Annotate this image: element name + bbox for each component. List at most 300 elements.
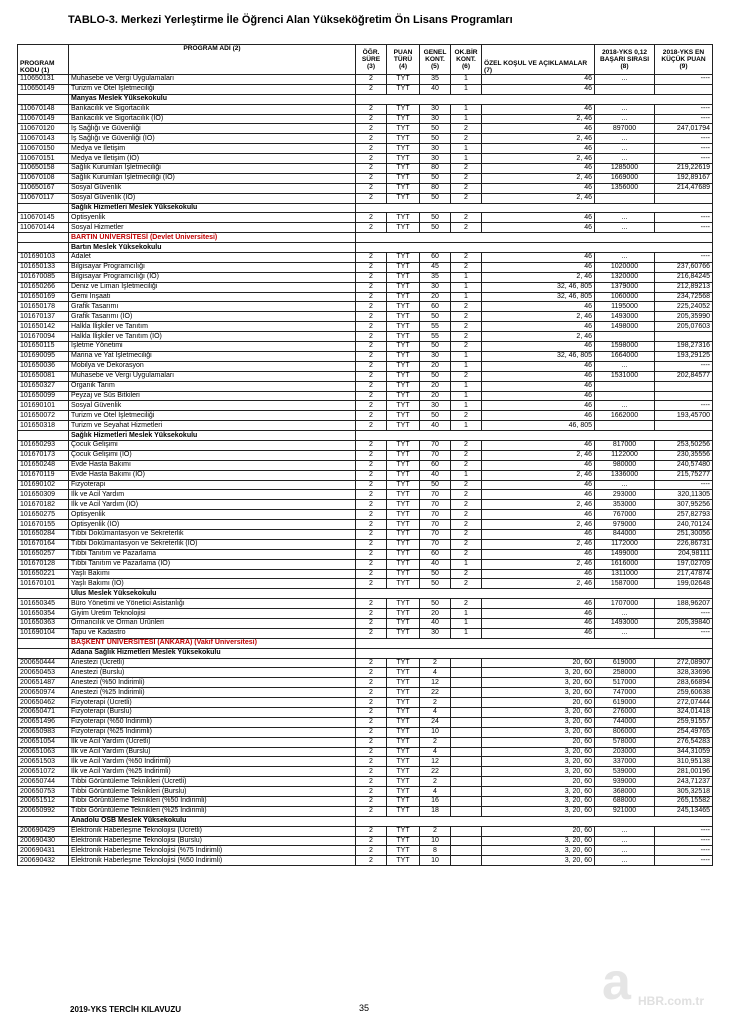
cell-notes: 46 [482, 104, 595, 114]
table-row [18, 173, 713, 183]
cell-program-name: Giyim Üretim Teknolojisi [69, 609, 356, 619]
cell-program-name: İlk ve Acil Yardım (%50 İndirimli) [69, 757, 356, 767]
cell-quota: 2 [420, 737, 451, 747]
cell-quota: 60 [420, 549, 451, 559]
cell-duration: 2 [356, 539, 387, 549]
cell-code [18, 94, 69, 104]
cell-rank: ... [595, 836, 655, 846]
cell-program-name: Sosyal Güvenlik (İÖ) [69, 193, 356, 203]
cell-score-type: TYT [387, 84, 420, 94]
table-row [18, 460, 713, 470]
cell-code: 101670094 [18, 332, 69, 342]
cell-extra-quota: 2 [451, 312, 482, 322]
section-filler [356, 203, 713, 213]
cell-duration: 2 [356, 559, 387, 569]
cell-quota: 45 [420, 262, 451, 272]
cell-quota: 50 [420, 371, 451, 381]
cell-duration: 2 [356, 490, 387, 500]
section-title: Manyas Meslek Yüksekokulu [69, 94, 356, 104]
cell-rank: 353000 [595, 500, 655, 510]
cell-code: 200651487 [18, 678, 69, 688]
cell-code: 101650309 [18, 490, 69, 500]
table-row [18, 708, 713, 718]
cell-quota: 2 [420, 777, 451, 787]
cell-notes: 3, 20, 60 [482, 727, 595, 737]
cell-program-name: İş Sağlığı ve Güvenliği [69, 124, 356, 134]
table-row [18, 332, 713, 342]
cell-program-name: Mobilya ve Dekorasyon [69, 361, 356, 371]
cell-rank: 844000 [595, 529, 655, 539]
cell-score-type: TYT [387, 797, 420, 807]
cell-program-name: Fizyoterapi (%50 İndirimli) [69, 717, 356, 727]
cell-min-score: 344,31059 [655, 747, 713, 757]
cell-notes: 20, 60 [482, 826, 595, 836]
cell-notes: 46 [482, 391, 595, 401]
cell-rank: 1587000 [595, 579, 655, 589]
cell-quota: 50 [420, 193, 451, 203]
cell-duration: 2 [356, 737, 387, 747]
cell-quota: 50 [420, 173, 451, 183]
section-filler [356, 94, 713, 104]
cell-min-score: 215,75277 [655, 470, 713, 480]
cell-extra-quota: 2 [451, 213, 482, 223]
cell-min-score: 205,07603 [655, 322, 713, 332]
table-row [18, 688, 713, 698]
cell-score-type: TYT [387, 559, 420, 569]
cell-rank: 688000 [595, 797, 655, 807]
cell-min-score: 193,29125 [655, 351, 713, 361]
cell-quota: 40 [420, 421, 451, 431]
cell-rank: 1498000 [595, 322, 655, 332]
cell-min-score: ---- [655, 154, 713, 164]
cell-score-type: TYT [387, 737, 420, 747]
cell-extra-quota: 2 [451, 440, 482, 450]
table-row [18, 797, 713, 807]
watermark-mark: a [602, 953, 631, 1011]
cell-min-score: 199,02648 [655, 579, 713, 589]
cell-min-score: 251,30056 [655, 529, 713, 539]
cell-quota: 30 [420, 154, 451, 164]
cell-score-type: TYT [387, 767, 420, 777]
cell-quota: 70 [420, 529, 451, 539]
cell-program-name: Büro Yönetimi ve Yönetici Asistanlığı [69, 599, 356, 609]
cell-notes: 46 [482, 628, 595, 638]
table-row [18, 856, 713, 866]
cell-rank: 1493000 [595, 312, 655, 322]
cell-quota: 20 [420, 391, 451, 401]
cell-duration: 2 [356, 520, 387, 530]
cell-program-name: Organik Tarım [69, 381, 356, 391]
cell-duration: 2 [356, 342, 387, 352]
cell-min-score: 216,84245 [655, 272, 713, 282]
cell-min-score: ---- [655, 253, 713, 263]
cell-program-name: Optisyenlik [69, 213, 356, 223]
cell-code [18, 233, 69, 243]
cell-program-name: İlk ve Acil Yardım (Burslu) [69, 747, 356, 757]
cell-min-score: 240,70124 [655, 520, 713, 530]
cell-duration: 2 [356, 826, 387, 836]
table-row [18, 223, 713, 233]
cell-rank: 747000 [595, 688, 655, 698]
cell-duration: 2 [356, 114, 387, 124]
cell-program-name: Yaşlı Bakımı (İÖ) [69, 579, 356, 589]
cell-score-type: TYT [387, 698, 420, 708]
cell-quota: 50 [420, 480, 451, 490]
cell-notes: 46 [482, 569, 595, 579]
table-row [18, 411, 713, 421]
cell-score-type: TYT [387, 282, 420, 292]
cell-extra-quota: 2 [451, 549, 482, 559]
section-title: Anadolu OSB Meslek Yüksekokulu [69, 816, 356, 826]
cell-code: 101650257 [18, 549, 69, 559]
cell-program-name: Elektronik Haberleşme Teknolojisi (%50 İndirimli) [69, 856, 356, 866]
cell-code: 101650248 [18, 460, 69, 470]
cell-score-type: TYT [387, 708, 420, 718]
cell-duration: 2 [356, 727, 387, 737]
cell-score-type: TYT [387, 747, 420, 757]
table-body [18, 75, 713, 866]
cell-extra-quota [451, 658, 482, 668]
cell-score-type: TYT [387, 787, 420, 797]
cell-program-name: Yaşlı Bakımı [69, 569, 356, 579]
cell-code: 200650992 [18, 806, 69, 816]
cell-program-name: Bankacılık ve Sigortacılık [69, 104, 356, 114]
cell-extra-quota: 1 [451, 104, 482, 114]
cell-score-type: TYT [387, 361, 420, 371]
cell-duration: 2 [356, 104, 387, 114]
cell-rank: ... [595, 213, 655, 223]
cell-program-name: Fizyoterapi (%25 İndirimli) [69, 727, 356, 737]
cell-duration: 2 [356, 806, 387, 816]
cell-duration: 2 [356, 678, 387, 688]
table-row [18, 262, 713, 272]
cell-duration: 2 [356, 164, 387, 174]
cell-extra-quota: 2 [451, 164, 482, 174]
cell-duration: 2 [356, 846, 387, 856]
cell-code: 101650363 [18, 618, 69, 628]
cell-extra-quota: 2 [451, 460, 482, 470]
cell-quota: 30 [420, 401, 451, 411]
cell-quota: 12 [420, 678, 451, 688]
cell-notes: 2, 46 [482, 332, 595, 342]
cell-duration: 2 [356, 302, 387, 312]
cell-code: 200650444 [18, 658, 69, 668]
cell-extra-quota: 2 [451, 302, 482, 312]
table-row [18, 440, 713, 450]
cell-rank: 619000 [595, 658, 655, 668]
section-row [18, 203, 713, 213]
cell-duration: 2 [356, 549, 387, 559]
table-row [18, 668, 713, 678]
cell-score-type: TYT [387, 549, 420, 559]
cell-program-name: Sağlık Kurumları İşletmeciliği [69, 164, 356, 174]
table-row [18, 549, 713, 559]
cell-extra-quota: 2 [451, 569, 482, 579]
table-row [18, 559, 713, 569]
cell-min-score: 254,49765 [655, 727, 713, 737]
cell-extra-quota: 2 [451, 134, 482, 144]
cell-rank: 1598000 [595, 342, 655, 352]
cell-rank: ... [595, 846, 655, 856]
section-title: BARTIN ÜNİVERSİTESİ (Devlet Üniversitesi) [69, 233, 356, 243]
cell-extra-quota: 2 [451, 579, 482, 589]
cell-rank: ... [595, 361, 655, 371]
cell-quota: 30 [420, 282, 451, 292]
cell-extra-quota: 1 [451, 618, 482, 628]
table-row [18, 599, 713, 609]
cell-min-score: 234,72568 [655, 292, 713, 302]
cell-duration: 2 [356, 658, 387, 668]
cell-quota: 50 [420, 124, 451, 134]
cell-code: 101670101 [18, 579, 69, 589]
cell-min-score: 245,13465 [655, 806, 713, 816]
cell-duration: 2 [356, 312, 387, 322]
cell-quota: 10 [420, 727, 451, 737]
cell-extra-quota: 2 [451, 262, 482, 272]
cell-quota: 50 [420, 599, 451, 609]
cell-code: 110670151 [18, 154, 69, 164]
cell-extra-quota: 2 [451, 529, 482, 539]
table-row [18, 529, 713, 539]
cell-duration: 2 [356, 757, 387, 767]
cell-min-score: ---- [655, 856, 713, 866]
cell-quota: 30 [420, 114, 451, 124]
cell-min-score: ---- [655, 361, 713, 371]
cell-program-name: Tıbbi Dokümantasyon ve Sekreterlik [69, 529, 356, 539]
cell-min-score: 276,54283 [655, 737, 713, 747]
section-row [18, 816, 713, 826]
cell-rank [595, 381, 655, 391]
cell-quota: 8 [420, 846, 451, 856]
cell-code: 200690430 [18, 836, 69, 846]
cell-rank: 939000 [595, 777, 655, 787]
cell-code: 101650354 [18, 609, 69, 619]
cell-code [18, 431, 69, 441]
cell-program-name: Bilgisayar Programcılığı (İÖ) [69, 272, 356, 282]
cell-code: 101650115 [18, 342, 69, 352]
cell-extra-quota: 2 [451, 500, 482, 510]
watermark-text: HBR.com.tr [638, 994, 705, 1008]
cell-score-type: TYT [387, 717, 420, 727]
cell-rank [595, 391, 655, 401]
cell-score-type: TYT [387, 826, 420, 836]
cell-extra-quota: 1 [451, 154, 482, 164]
cell-rank: ... [595, 75, 655, 85]
cell-quota: 20 [420, 381, 451, 391]
table-row [18, 154, 713, 164]
cell-code: 101650221 [18, 569, 69, 579]
cell-quota: 70 [420, 510, 451, 520]
cell-min-score: 193,45700 [655, 411, 713, 421]
cell-rank: 1020000 [595, 262, 655, 272]
cell-notes: 2, 46 [482, 579, 595, 589]
cell-min-score: 205,39840 [655, 618, 713, 628]
cell-quota: 50 [420, 312, 451, 322]
cell-min-score: ---- [655, 75, 713, 85]
cell-notes: 3, 20, 60 [482, 717, 595, 727]
cell-quota: 70 [420, 539, 451, 549]
cell-score-type: TYT [387, 520, 420, 530]
cell-code [18, 203, 69, 213]
section-row [18, 233, 713, 243]
cell-rank: ... [595, 144, 655, 154]
cell-code: 101650327 [18, 381, 69, 391]
cell-min-score: 212,89213 [655, 282, 713, 292]
table-row [18, 609, 713, 619]
table-row [18, 342, 713, 352]
cell-rank: 276000 [595, 708, 655, 718]
cell-code: 110650167 [18, 183, 69, 193]
cell-extra-quota: 1 [451, 292, 482, 302]
cell-program-name: Bankacılık ve Sigortacılık (İÖ) [69, 114, 356, 124]
cell-duration: 2 [356, 470, 387, 480]
cell-program-name: Turizm ve Seyahat Hizmetleri [69, 421, 356, 431]
cell-rank: 1531000 [595, 371, 655, 381]
cell-rank: 578000 [595, 737, 655, 747]
cell-notes: 46 [482, 223, 595, 233]
cell-notes: 46 [482, 213, 595, 223]
cell-min-score: 259,91557 [655, 717, 713, 727]
section-filler [356, 243, 713, 253]
cell-code: 101650036 [18, 361, 69, 371]
cell-duration: 2 [356, 668, 387, 678]
cell-notes: 2, 46 [482, 539, 595, 549]
cell-min-score: ---- [655, 114, 713, 124]
cell-quota: 40 [420, 618, 451, 628]
cell-extra-quota [451, 787, 482, 797]
table-row [18, 767, 713, 777]
table-row [18, 579, 713, 589]
cell-code: 101690095 [18, 351, 69, 361]
header-code: PROGRAM KODU (1) [18, 45, 69, 75]
section-row [18, 94, 713, 104]
cell-duration: 2 [356, 777, 387, 787]
cell-score-type: TYT [387, 173, 420, 183]
cell-rank: 1493000 [595, 618, 655, 628]
cell-quota: 80 [420, 164, 451, 174]
cell-duration: 2 [356, 193, 387, 203]
cell-quota: 55 [420, 332, 451, 342]
cell-min-score: ---- [655, 826, 713, 836]
cell-quota: 35 [420, 272, 451, 282]
cell-rank: ... [595, 480, 655, 490]
cell-duration: 2 [356, 75, 387, 85]
cell-program-name: Anestezi (Burslu) [69, 668, 356, 678]
table-row [18, 698, 713, 708]
cell-min-score: 226,86731 [655, 539, 713, 549]
cell-min-score: 281,00196 [655, 767, 713, 777]
section-filler [356, 431, 713, 441]
cell-extra-quota: 2 [451, 539, 482, 549]
cell-score-type: TYT [387, 262, 420, 272]
cell-min-score: ---- [655, 836, 713, 846]
cell-code: 101670182 [18, 500, 69, 510]
cell-program-name: İlk ve Acil Yardım (Ücretli) [69, 737, 356, 747]
cell-code: 200651054 [18, 737, 69, 747]
table-row [18, 272, 713, 282]
cell-extra-quota [451, 846, 482, 856]
cell-min-score [655, 332, 713, 342]
cell-duration: 2 [356, 282, 387, 292]
cell-program-name: Medya ve İletişim [69, 144, 356, 154]
cell-code: 110670148 [18, 104, 69, 114]
cell-rank: ... [595, 154, 655, 164]
cell-program-name: Optisyenlik [69, 510, 356, 520]
cell-quota: 40 [420, 84, 451, 94]
cell-code: 200650983 [18, 727, 69, 737]
cell-quota: 30 [420, 144, 451, 154]
cell-min-score: 202,84577 [655, 371, 713, 381]
cell-extra-quota [451, 737, 482, 747]
cell-code: 101670173 [18, 450, 69, 460]
cell-duration: 2 [356, 322, 387, 332]
cell-extra-quota [451, 668, 482, 678]
cell-min-score: 205,35990 [655, 312, 713, 322]
cell-rank: 1664000 [595, 351, 655, 361]
cell-code [18, 816, 69, 826]
cell-quota: 55 [420, 322, 451, 332]
cell-duration: 2 [356, 797, 387, 807]
cell-score-type: TYT [387, 846, 420, 856]
cell-extra-quota [451, 698, 482, 708]
cell-quota: 12 [420, 757, 451, 767]
cell-notes: 46 [482, 164, 595, 174]
cell-code [18, 589, 69, 599]
cell-min-score [655, 421, 713, 431]
cell-duration: 2 [356, 480, 387, 490]
cell-rank: 1122000 [595, 450, 655, 460]
cell-min-score: ---- [655, 628, 713, 638]
cell-min-score: 272,07444 [655, 698, 713, 708]
cell-rank: 1499000 [595, 549, 655, 559]
cell-notes: 46 [482, 262, 595, 272]
cell-duration: 2 [356, 134, 387, 144]
cell-rank: ... [595, 401, 655, 411]
cell-score-type: TYT [387, 421, 420, 431]
cell-notes: 2, 46 [482, 312, 595, 322]
cell-rank: ... [595, 223, 655, 233]
table-row [18, 124, 713, 134]
cell-quota: 50 [420, 213, 451, 223]
cell-min-score: 204,98111 [655, 549, 713, 559]
cell-duration: 2 [356, 262, 387, 272]
cell-notes: 2, 46 [482, 450, 595, 460]
cell-notes: 46 [482, 342, 595, 352]
cell-duration: 2 [356, 688, 387, 698]
cell-quota: 22 [420, 688, 451, 698]
table-row [18, 480, 713, 490]
table-row [18, 401, 713, 411]
table-row [18, 193, 713, 203]
cell-code: 200651072 [18, 767, 69, 777]
table-row [18, 292, 713, 302]
table-row [18, 164, 713, 174]
table-row [18, 322, 713, 332]
cell-min-score [655, 381, 713, 391]
cell-code: 110650131 [18, 75, 69, 85]
cell-notes: 46 [482, 510, 595, 520]
cell-duration: 2 [356, 272, 387, 282]
table-row [18, 737, 713, 747]
cell-program-name: Muhasebe ve Vergi Uygulamaları [69, 75, 356, 85]
cell-min-score: 283,66894 [655, 678, 713, 688]
cell-score-type: TYT [387, 599, 420, 609]
cell-quota: 70 [420, 520, 451, 530]
cell-extra-quota: 1 [451, 401, 482, 411]
cell-rank: 1707000 [595, 599, 655, 609]
cell-min-score: 253,50256 [655, 440, 713, 450]
cell-quota: 30 [420, 104, 451, 114]
